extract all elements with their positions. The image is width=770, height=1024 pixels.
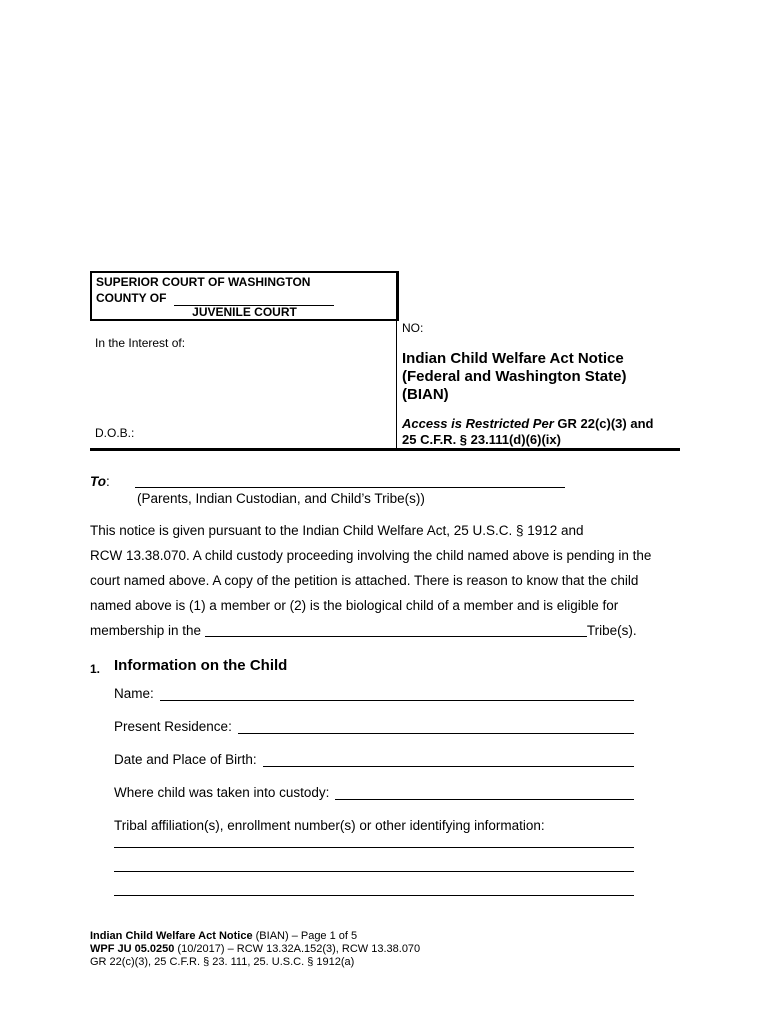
footer-line-3: GR 22(c)(3), 25 C.F.R. § 23. 111, 25. U.S.C. § 1912(a)	[90, 956, 355, 968]
residence-label: Present Residence:	[114, 719, 232, 734]
caption-bottom-rule	[90, 448, 680, 451]
birth-field[interactable]	[263, 752, 634, 767]
interest-label: In the Interest of:	[95, 336, 186, 350]
to-field[interactable]	[135, 487, 565, 488]
residence-field[interactable]	[238, 719, 634, 734]
child-name-row	[114, 686, 634, 701]
notice-line-4: named above is (1) a member or (2) is the biological child of a member and is eligible for	[90, 598, 619, 613]
custody-label: Where child was taken into custody:	[114, 785, 330, 800]
child-name-label: Name:	[114, 686, 154, 701]
section-number: 1.	[90, 662, 101, 676]
tribal-field-line-3[interactable]	[114, 895, 634, 896]
footer-form-title: Indian Child Welfare Act Notice	[90, 930, 253, 942]
footer	[90, 930, 420, 969]
title-line-1: Indian Child Welfare Act Notice	[402, 350, 624, 367]
notice-line-5	[90, 618, 651, 643]
tribal-label: Tribal affiliation(s), enrollment number(s) or other identifying information:	[114, 818, 545, 833]
notice-line-3: court named above. A copy of the petition is attached. There is reason to know that the child	[90, 573, 639, 588]
tribal-field-line-1[interactable]	[114, 847, 634, 848]
document-title	[402, 350, 626, 404]
access-line-2: 25 C.F.R. § 23.111(d)(6)(ix)	[402, 432, 561, 447]
title-line-2: (Federal and Washington State)	[402, 368, 627, 385]
county-field[interactable]	[174, 291, 334, 306]
birth-row	[114, 752, 634, 767]
access-restriction	[402, 416, 653, 448]
court-name: SUPERIOR COURT OF WASHINGTON	[96, 275, 311, 289]
custody-row	[114, 785, 634, 800]
notice-line-5-end: Tribe(s).	[586, 623, 637, 638]
residence-row	[114, 719, 634, 734]
access-rest: GR 22(c)(3) and	[553, 416, 654, 431]
to-label-text: To	[90, 474, 106, 489]
title-line-3: (BIAN)	[402, 386, 449, 403]
to-note: (Parents, Indian Custodian, and Child’s Tribe(s))	[137, 491, 425, 506]
to-label	[90, 474, 110, 489]
county-label: COUNTY OF	[96, 291, 167, 305]
footer-form-number: WPF JU 05.0250	[90, 943, 175, 955]
notice-line-5-start: membership in the	[90, 623, 202, 638]
tribal-field-line-2[interactable]	[114, 871, 634, 872]
access-italic: Access is Restricted Per	[402, 416, 554, 431]
court-caption-box	[90, 271, 399, 321]
notice-line-1: This notice is given pursuant to the Indian Child Welfare Act, 25 U.S.C. § 1912 and	[90, 523, 584, 538]
footer-rcw-info: (10/2017) – RCW 13.32A.152(3), RCW 13.38.070	[174, 943, 421, 955]
birth-label: Date and Place of Birth:	[114, 752, 257, 767]
notice-paragraph	[90, 518, 651, 643]
county-line	[96, 291, 334, 306]
child-name-field[interactable]	[160, 686, 634, 701]
dob-label: D.O.B.:	[95, 426, 135, 440]
tribe-field[interactable]	[205, 622, 587, 637]
footer-page-info: (BIAN) – Page 1 of 5	[252, 930, 358, 942]
section-heading: Information on the Child	[114, 657, 288, 674]
juvenile-court-label: JUVENILE COURT	[192, 305, 297, 319]
caption-divider	[396, 271, 397, 449]
case-number-label: NO:	[402, 321, 424, 335]
to-colon: :	[106, 474, 110, 489]
notice-line-2: RCW 13.38.070. A child custody proceeding involving the child named above is pending in the	[90, 548, 652, 563]
custody-field[interactable]	[335, 785, 634, 800]
